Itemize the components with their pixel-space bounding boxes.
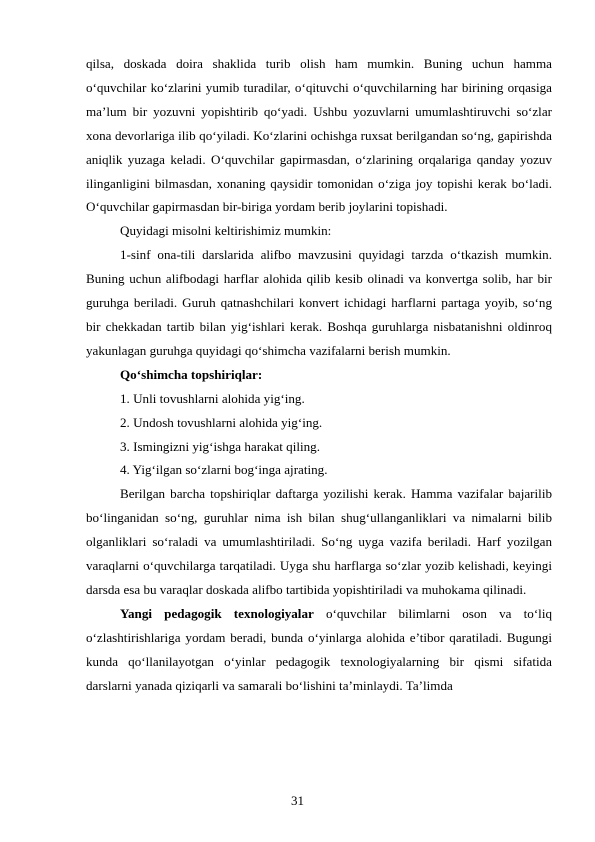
paragraph-continuation: qilsa, doskada doira shaklida turib olish ham mumkin. Buning uchun hamma o‘quvchilar ko‘zlarini yumib turadilar, o‘qituvchi o‘quvchilarning har birining orqasiga ma’lum bir yozuvni yopishtirib qo‘yadi. Ushbu yozuvlarni umumlashtiruvchi so‘zlar xona devorlariga ilib qo‘yiladi. Ko‘zlarini ochishga ruxsat berilgandan so‘ng, gapirishda aniqlik yuzaga keladi. O‘quvchilar gapirmasdan, o‘zlarining orqalariga qanday yozuv ilinganligini bilmasdan, xonaning qaysidir tomonidan o‘ziga joy topishi kerak bo‘ladi. O‘quvchilar gapirmasdan bir-biriga yordam berib joylarini topishadi.: [86, 56, 552, 215]
task-item: 1. Unli tovushlarni alohida yig‘ing.: [120, 390, 305, 406]
page-text-body: [86, 52, 552, 697]
paragraph-tasks-review: Berilgan barcha topshiriqlar daftarga yozilishi kerak. Hamma vazifalar bajarilib bo‘linganidan so‘ng, guruhlar nima ish bilan shug‘ullanganliklari va nimalarni bilib olganliklari so‘raladi va umumlashtiriladi. So‘ng uyga vazifa beriladi. Harf yozilgan varaqlarni o‘quvchilarga tarqatiladi. Uyga shu harflarga so‘zlar yozib kelishadi, keyingi darsda esa bu varaqlar doskada alifbo tartibida yopishtiriladi va muhokama qilinadi.: [86, 486, 552, 597]
task-item: 3. Ismingizni yig‘ishga harakat qiling.: [120, 438, 321, 454]
page-number: 31: [291, 793, 304, 808]
new-technologies-term: Yangi pedagogik texnologiyalar: [120, 605, 314, 621]
new-technologies-text: o‘quvchilar bilimlarni oson va to‘liq o‘zlashtirishlariga yordam beradi, bunda o‘yinlarga alohida e’tibor qaratiladi. Bugungi kunda qo‘llanilayotgan o‘yinlar pedagogik texnologiyalarning bir qismi sifatida darslarni yanada qiziqarli va samarali bo‘lishini ta’minlaydi. Ta’limda: [86, 605, 552, 693]
task-item: 4. Yig‘ilgan so‘zlarni bog‘inga ajrating.: [120, 462, 328, 478]
paragraph-example-intro: Quyidagi misolni keltirishimiz mumkin:: [120, 223, 332, 239]
paragraph-new-technologies: [86, 602, 552, 698]
tasks-heading: Qo‘shimcha topshiriqlar:: [120, 366, 263, 382]
paragraph-alphabet-lesson: 1-sinf ona-tili darslarida alifbo mavzusini quyidagi tarzda o‘tkazish mumkin. Buning uchun alifbodagi harflar alohida qilib kesib olinadi va konvertga solib, har bir guruhga beriladi. Guruh qatnashchilari konvert ichidagi harflarni partaga yoyib, so‘ng bir chekkadan tartib bilan yig‘ishlari kerak. Boshqa guruhlarga nisbatanishni oldinroq yakunlagan guruhga quyidagi qo‘shimcha vazifalarni berish mumkin.: [86, 247, 552, 358]
task-item: 2. Undosh tovushlarni alohida yig‘ing.: [120, 414, 323, 430]
